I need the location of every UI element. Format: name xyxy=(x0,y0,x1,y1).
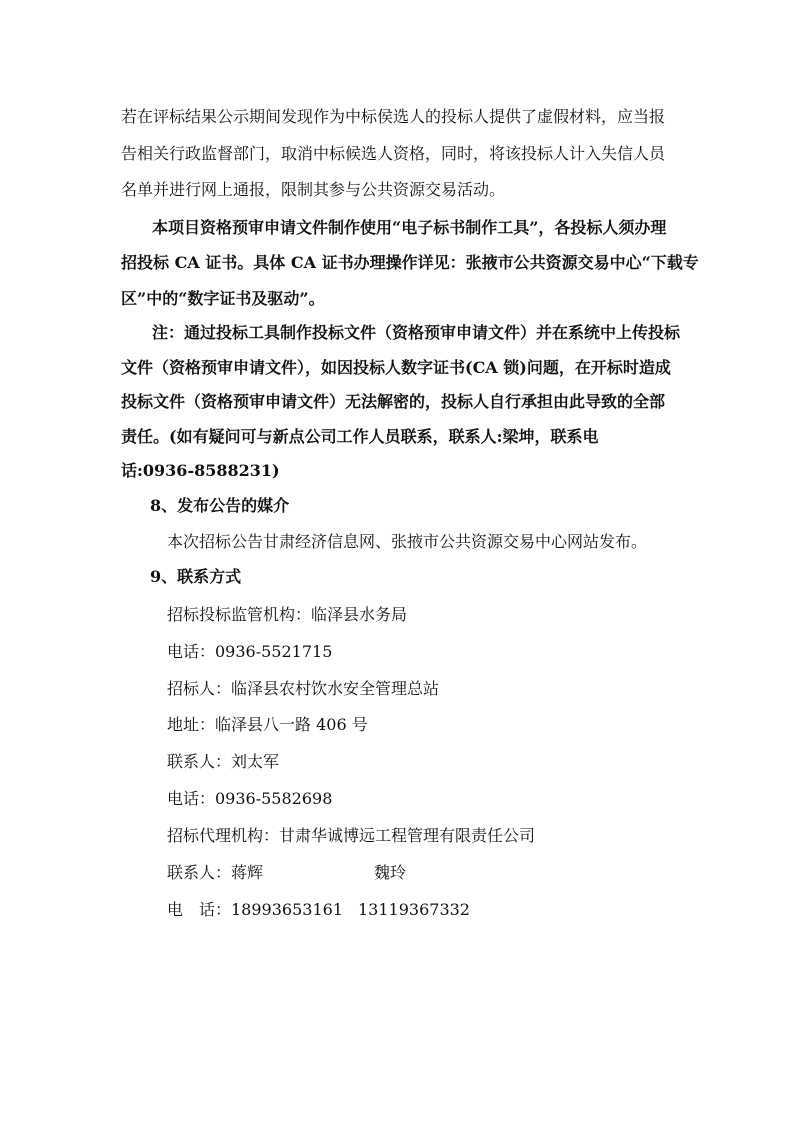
para3-line2: 文件（资格预审申请文件），如因投标人数字证书(CA 锁)问题，在开标时造成 xyxy=(121,358,671,377)
agency-line: 招标代理机构：甘肃华诚博远工程管理有限责任公司 xyxy=(167,826,536,845)
agency-contact-line: 联系人：蒋辉 xyxy=(167,863,264,882)
para2-line3: 区”中的“数字证书及驱动”。 xyxy=(121,289,325,308)
para1-line3: 名单并进行网上通报，限制其参与公共资源交易活动。 xyxy=(121,180,506,199)
supervisor-phone-line: 电话：0936-5521715 xyxy=(167,642,333,661)
para3-line1: 注：通过投标工具制作投标文件（资格预审申请文件）并在系统中上传投标 xyxy=(152,323,681,342)
para1-line1: 若在评标结果公示期间发现作为中标侯选人的投标人提供了虚假材料，应当报 xyxy=(121,107,666,126)
address-line: 地址：临泽县八一路 406 号 xyxy=(167,715,368,734)
para3-line4: 责任。(如有疑问可与新点公司工作人员联系，联系人:梁坤，联系电 xyxy=(121,427,599,446)
section9-heading: 9、联系方式 xyxy=(150,567,242,586)
para2-line1: 本项目资格预审申请文件制作使用“电子标书制作工具”，各投标人须办理 xyxy=(152,218,667,237)
para3-line5: 话:0936-8588231) xyxy=(121,461,280,480)
tenderer-line: 招标人：临泽县农村饮水安全管理总站 xyxy=(167,679,440,698)
contact-line: 联系人：刘太军 xyxy=(167,752,280,771)
section8-heading: 8、发布公告的媒介 xyxy=(150,496,290,515)
agency-phone-line: 电 话：18993653161 xyxy=(167,900,343,919)
para1-line2: 告相关行政监督部门，取消中标候选人资格，同时，将该投标人计入失信人员 xyxy=(121,144,666,163)
section8-text: 本次招标公告甘肃经济信息网、张掖市公共资源交易中心网站发布。 xyxy=(167,532,648,551)
para3-line3: 投标文件（资格预审申请文件）无法解密的，投标人自行承担由此导致的全部 xyxy=(121,392,666,411)
agency-contact-second: 魏玲 xyxy=(374,863,407,882)
supervisor-line: 招标投标监管机构：临泽县水务局 xyxy=(167,605,408,624)
agency-phone-second: 13119367332 xyxy=(358,900,470,919)
para2-line2: 招投标 CA 证书。具体 CA 证书办理操作详见：张掖市公共资源交易中心“下载专 xyxy=(121,253,699,272)
contact-phone-line: 电话：0936-5582698 xyxy=(167,789,333,808)
